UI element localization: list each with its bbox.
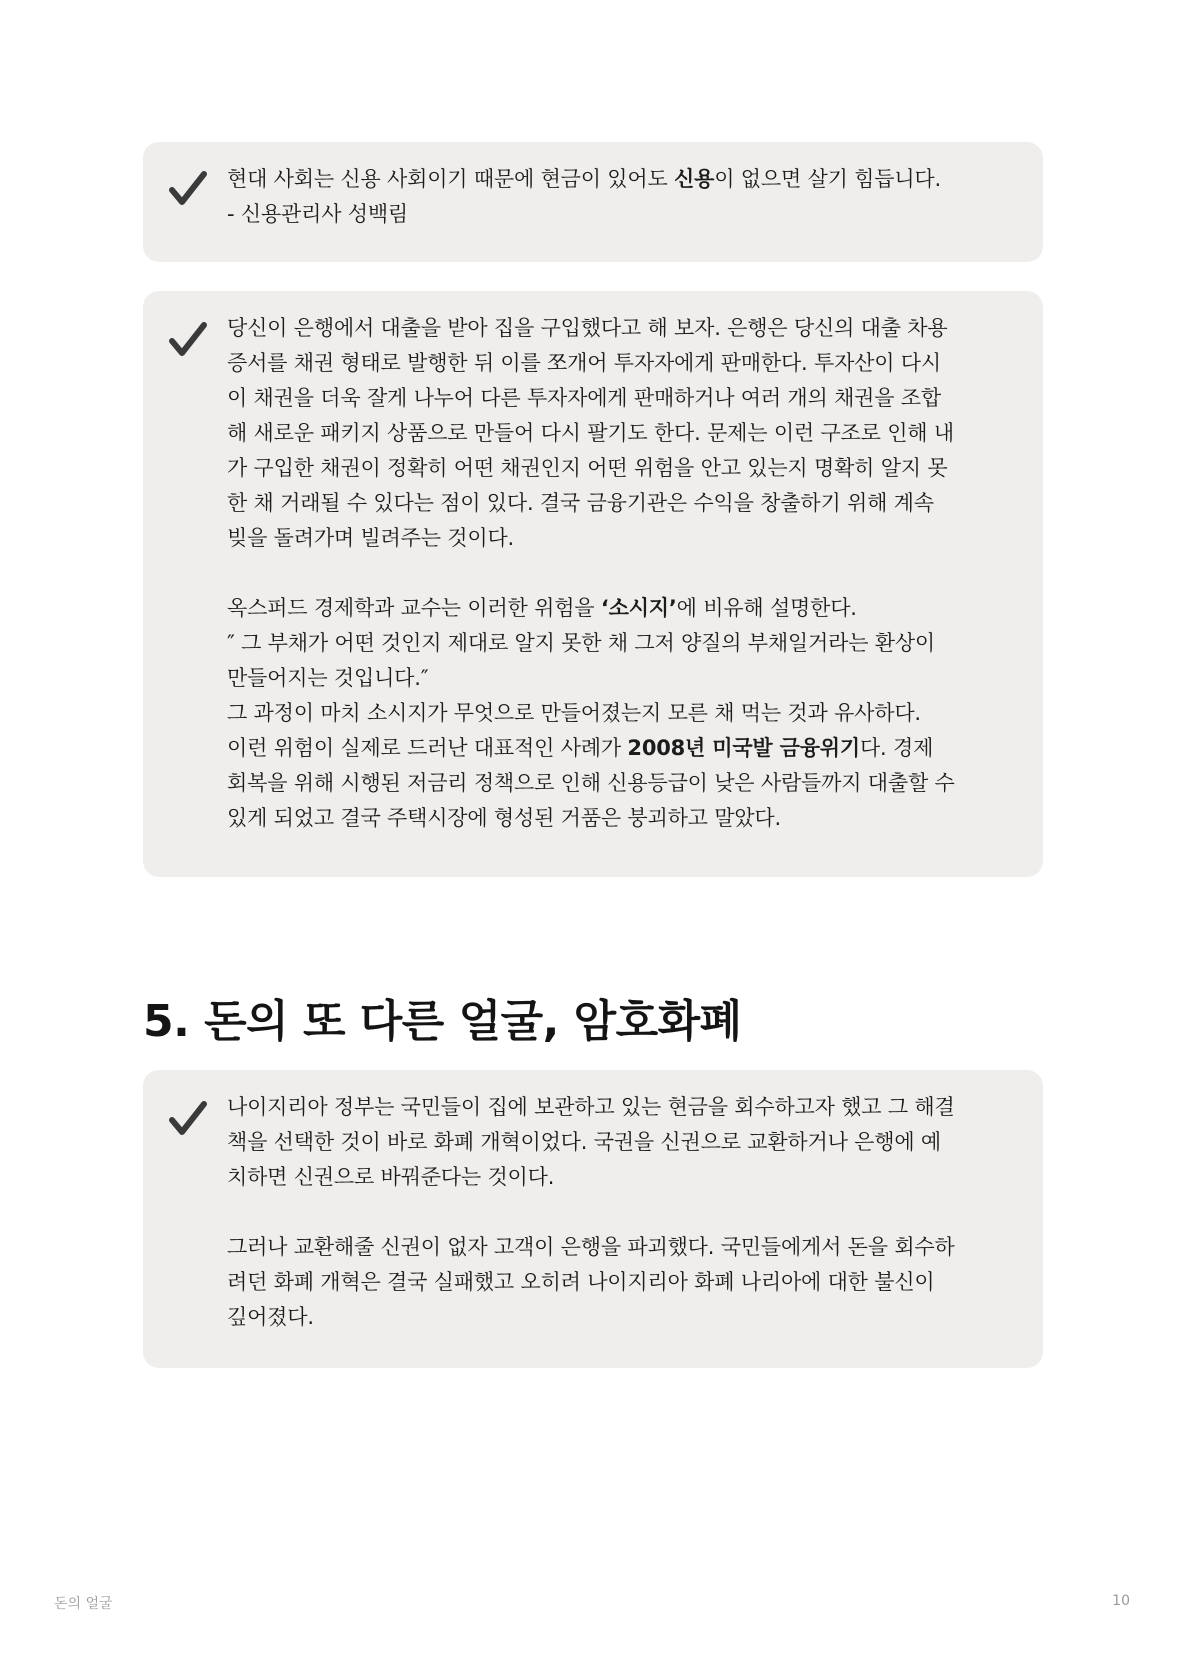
bold-emphasis: 신용 [674, 167, 715, 191]
text-line: 이 채권을 더욱 잘게 나누어 다른 투자자에게 판매하거나 여러 개의 채권을 조합 [227, 386, 941, 410]
text-line: - 신용관리사 성백림 [227, 202, 409, 226]
callout-text [227, 162, 1023, 232]
text-line: 옥스퍼드 경제학과 교수는 이러한 위험을 ‘소시지’에 비유해 설명한다. [227, 596, 857, 620]
page-number: 10 [1112, 1593, 1130, 1609]
text-line: 치하면 신권으로 바꿔준다는 것이다. [227, 1165, 555, 1189]
text-line: 한 채 거래될 수 있다는 점이 있다. 결국 금융기관은 수익을 창출하기 위해 계속 [227, 491, 934, 515]
callout-text [227, 311, 1023, 836]
text-line: ″ 그 부채가 어떤 것인지 제대로 알지 못한 채 그저 양질의 부채일거라는 환상이 [227, 631, 936, 655]
footer-document-title: 돈의 얼굴 [54, 1596, 113, 1612]
paragraph-gap [227, 556, 1023, 591]
callout-text [227, 1090, 1023, 1335]
text-line: 나이지리아 정부는 국민들이 집에 보관하고 있는 현금을 회수하고자 했고 그 해결 [227, 1095, 955, 1119]
text-line: 깊어졌다. [227, 1305, 314, 1329]
text-line: 가 구입한 채권이 정확히 어떤 채권인지 어떤 위험을 안고 있는지 명확히 알지 못 [227, 456, 948, 480]
text-line: 책을 선택한 것이 바로 화폐 개혁이었다. 국권을 신권으로 교환하거나 은행에 예 [227, 1130, 941, 1154]
text-line: 그러나 교환해줄 신권이 없자 고객이 은행을 파괴했다. 국민들에게서 돈을 회수하 [227, 1235, 955, 1259]
text-line: 해 새로운 패키지 상품으로 만들어 다시 팔기도 한다. 문제는 이런 구조로 인해 내 [227, 421, 954, 445]
text-line: 이런 위험이 실제로 드러난 대표적인 사례가 2008년 미국발 금융위기다. 경제 [227, 736, 934, 760]
section-heading: 5. 돈의 또 다른 얼굴, 암호화폐 [143, 996, 742, 1047]
paragraph-gap [227, 1195, 1023, 1230]
text-line: 회복을 위해 시행된 저금리 정책으로 인해 신용등급이 낮은 사람들까지 대출할 수 [227, 771, 955, 795]
checkmark-icon [167, 1098, 209, 1140]
text-line: 현대 사회는 신용 사회이기 때문에 현금이 있어도 신용이 없으면 살기 힘듭니다. [227, 167, 941, 191]
explanation-callout [143, 291, 1043, 877]
text-line: 증서를 채권 형태로 발행한 뒤 이를 쪼개어 투자자에게 판매한다. 투자산이 다시 [227, 351, 941, 375]
quote-callout [143, 142, 1043, 262]
example-callout [143, 1070, 1043, 1368]
text-line: 려던 화폐 개혁은 결국 실패했고 오히려 나이지리아 화폐 나리아에 대한 불신이 [227, 1270, 935, 1294]
text-line: 있게 되었고 결국 주택시장에 형성된 거품은 붕괴하고 말았다. [227, 806, 781, 830]
checkmark-icon [167, 168, 209, 210]
text-line: 만들어지는 것입니다.″ [227, 666, 429, 690]
bold-emphasis: ‘소시지’ [600, 596, 677, 620]
text-line: 당신이 은행에서 대출을 받아 집을 구입했다고 해 보자. 은행은 당신의 대출 차용 [227, 316, 948, 340]
text-line: 빚을 돌려가며 빌려주는 것이다. [227, 526, 515, 550]
bold-emphasis: 2008년 미국발 금융위기 [627, 736, 860, 760]
checkmark-icon [167, 319, 209, 361]
text-line: 그 과정이 마치 소시지가 무엇으로 만들어졌는지 모른 채 먹는 것과 유사하다. [227, 701, 921, 725]
